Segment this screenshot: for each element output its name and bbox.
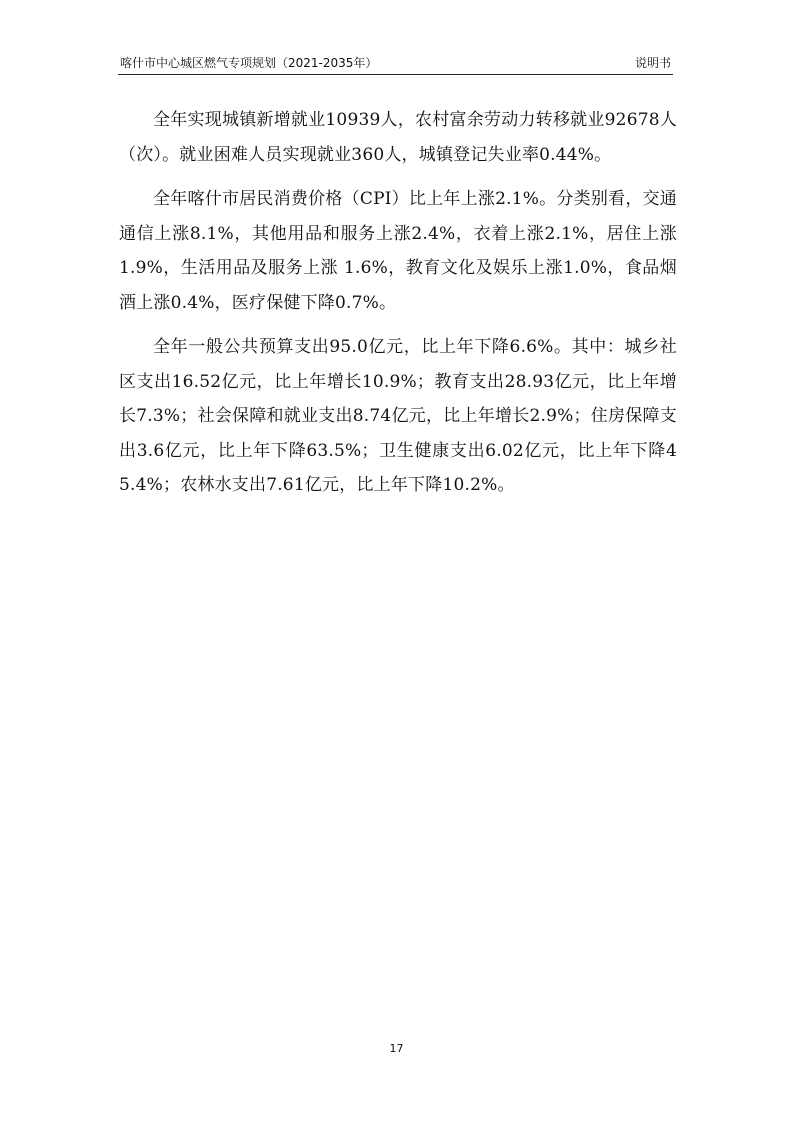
- document-body: [119, 103, 677, 513]
- section-label: 说明书: [634, 56, 671, 70]
- page-number: 17: [389, 1042, 404, 1055]
- page-header: [118, 54, 673, 75]
- paragraph-employment: 全年实现城镇新增就业10939人，农村富余劳动力转移就业92678人（次）。就业困难人员实现就业360人，城镇登记失业率0.44%。: [119, 110, 677, 165]
- paragraph-cpi: 全年喀什市居民消费价格（CPI）比上年上涨2.1%。分类别看，交通通信上涨8.1%，其他用品和服务上涨2.4%，衣着上涨2.1%，居住上涨 1.9%，生活用品及服务上涨 1.6%，教育文化及娱乐上涨1.0%，食品烟酒上涨0.4%，医疗保健下降0.7%。: [119, 189, 677, 313]
- document-title: 喀什市中心城区燃气专项规划（2021-2035年）: [120, 56, 378, 70]
- paragraph-public-budget: 全年一般公共预算支出95.0亿元，比上年下降6.6%。其中：城乡社区支出16.52亿元，比上年增长10.9%；教育支出28.93亿元，比上年增长7.3%；社会保障和就业支出8.74亿元，比上年增长2.9%；住房保障支出3.6亿元，比上年下降63.5%；卫生健康支出6.02亿元，比上年下降45.4%；农林水支出7.61亿元，比上年下降10.2%。: [119, 337, 677, 495]
